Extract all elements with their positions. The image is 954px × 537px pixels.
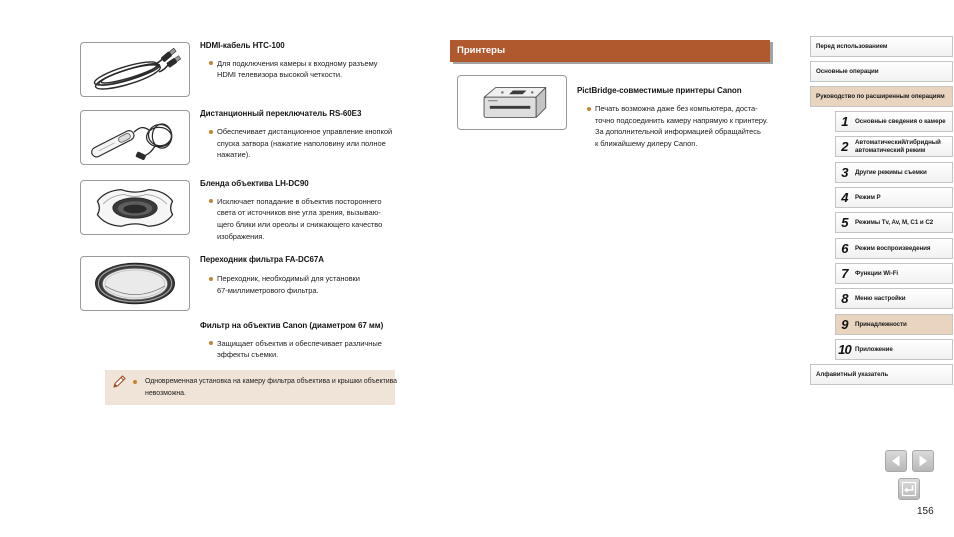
nav-chapter-2[interactable]: [835, 136, 953, 157]
nav-label: Алфавитный указатель: [816, 370, 889, 378]
lens-hood-image: [80, 180, 190, 235]
description-lines: [217, 58, 378, 81]
item-title: PictBridge-совместимые принтеры Canon: [577, 86, 742, 95]
description-line: Исключает попадание в объектив постороннего: [217, 196, 382, 206]
remote-switch-image: [80, 110, 190, 165]
nav-label: Основные операции: [816, 67, 879, 75]
nav-chapter-6[interactable]: [835, 238, 953, 259]
nav-advanced-guide[interactable]: [810, 86, 953, 107]
printer-image: [457, 75, 567, 130]
nav-before-use[interactable]: [810, 36, 953, 57]
chapter-number: 9: [841, 317, 848, 332]
chapter-label: Автоматический/гибридный автоматический режим: [855, 139, 941, 154]
chapter-label: Приложение: [855, 345, 893, 353]
item-title: HDMI-кабель HTC-100: [200, 41, 285, 50]
next-page-button[interactable]: [912, 450, 934, 472]
item-description: [209, 338, 382, 361]
note-box: [105, 370, 398, 405]
nav-chapter-9[interactable]: [835, 314, 953, 335]
description-line: Переходник, необходимый для установки: [217, 274, 360, 283]
nav-chapter-4[interactable]: [835, 187, 953, 208]
page-number: 156: [917, 506, 934, 517]
chapter-label: Меню настройки: [855, 294, 906, 302]
hdmi-cable-image: [80, 42, 190, 97]
nav-chapter-5[interactable]: [835, 212, 953, 233]
nav-label: Перед использованием: [816, 42, 888, 50]
nav-chapter-3[interactable]: [835, 162, 953, 183]
item-description: [209, 196, 382, 243]
lens-hood-icon: [81, 181, 189, 234]
chapter-number: 3: [841, 165, 848, 180]
description-lines: [217, 126, 392, 161]
bullet-icon: [133, 380, 137, 384]
bullet-icon: [209, 199, 213, 203]
arrow-left-icon: [886, 451, 906, 471]
description-lines: [217, 273, 360, 296]
arrow-right-icon: [913, 451, 933, 471]
description-lines: [595, 103, 768, 150]
description-line: Обеспечивает дистанционное управление кнопкой: [217, 127, 393, 136]
item-title: Фильтр на объектив Canon (диаметром 67 мм): [200, 321, 384, 330]
item-description: [209, 273, 360, 296]
description-line: спуска затвора (нажатие наполовину или полное: [217, 138, 386, 148]
description-line: точно подсоединить камеру напрямую к принтеру.: [595, 115, 768, 125]
chapter-label: Функции Wi-Fi: [855, 269, 899, 277]
bullet-icon: [209, 277, 213, 281]
chapter-label: Другие режимы съемки: [855, 168, 927, 176]
filter-adapter-image: [80, 256, 190, 311]
item-title: Переходник фильтра FA-DC67A: [200, 255, 324, 264]
chapter-label: Режим воспроизведения: [855, 244, 931, 252]
chapter-number: 4: [841, 190, 848, 205]
item-description: [209, 58, 378, 81]
description-line: HDMI телевизора высокой четкости.: [217, 70, 342, 80]
printer-icon: [458, 76, 566, 129]
filter-adapter-icon: [81, 257, 189, 310]
description-line: изображения.: [217, 231, 265, 241]
nav-basic-operations[interactable]: [810, 61, 953, 82]
chapter-number: 7: [841, 266, 848, 281]
nav-chapter-7[interactable]: [835, 263, 953, 284]
prev-page-button[interactable]: [885, 450, 907, 472]
description-line: эффекты съемки.: [217, 350, 279, 360]
nav-chapter-10[interactable]: [835, 339, 953, 360]
note-lines: [145, 376, 397, 400]
chapter-number: 1: [841, 114, 848, 129]
return-button[interactable]: [898, 478, 920, 500]
hdmi-cable-icon: [81, 43, 189, 96]
description-line: Для подключения камеры к входному разъему: [217, 58, 378, 68]
section-heading-text: Принтеры: [457, 45, 506, 56]
chapter-number: 5: [841, 215, 848, 230]
description-line: Печать возможна даже без компьютера, доста-: [595, 104, 758, 113]
note-text: [133, 376, 397, 400]
note-line: невозможна.: [145, 390, 186, 397]
description-line: 67-миллиметрового фильтра.: [217, 285, 319, 295]
pencil-icon: [111, 374, 127, 390]
item-title: Бленда объектива LH-DC90: [200, 179, 309, 188]
return-icon: [899, 479, 919, 499]
nav-chapter-8[interactable]: [835, 288, 953, 309]
description-line: щего блики или ореолы и снижающего качество: [217, 219, 383, 229]
remote-switch-icon: [81, 111, 189, 164]
item-description: [209, 126, 392, 161]
description-line: нажатие).: [217, 150, 251, 160]
bullet-icon: [587, 107, 591, 111]
description-line: За дополнительной информацией обращайтесь: [595, 127, 761, 137]
nav-chapter-1[interactable]: [835, 111, 953, 132]
chapter-label: Принадлежности: [855, 320, 907, 328]
section-heading-printers: [450, 40, 770, 62]
note-line: Одновременная установка на камеру фильтра объектива и крышки объектива: [145, 378, 398, 385]
item-title: Дистанционный переключатель RS-60E3: [200, 109, 362, 118]
description-line: к ближайшему дилеру Canon.: [595, 139, 698, 149]
chapter-label: Режимы Tv, Av, M, C1 и C2: [855, 218, 934, 226]
chapter-label: Режим P: [855, 193, 881, 201]
chapter-number: 6: [841, 241, 848, 256]
chapter-number: 8: [841, 291, 848, 306]
nav-label: Руководство по расширенным операциям: [816, 92, 945, 100]
bullet-icon: [209, 130, 213, 134]
description-line: света от источников вне угла зрения, вызываю-: [217, 208, 381, 218]
description-lines: [217, 338, 382, 361]
nav-index[interactable]: [810, 364, 953, 385]
bullet-icon: [209, 341, 213, 345]
chapter-label: Основные сведения о камере: [855, 117, 946, 125]
bullet-icon: [209, 61, 213, 65]
description-lines: [217, 196, 382, 243]
chapter-number: 10: [838, 342, 851, 357]
description-line: Защищает объектив и обеспечивает различные: [217, 338, 382, 348]
item-description: [587, 103, 768, 150]
chapter-number: 2: [841, 139, 848, 154]
